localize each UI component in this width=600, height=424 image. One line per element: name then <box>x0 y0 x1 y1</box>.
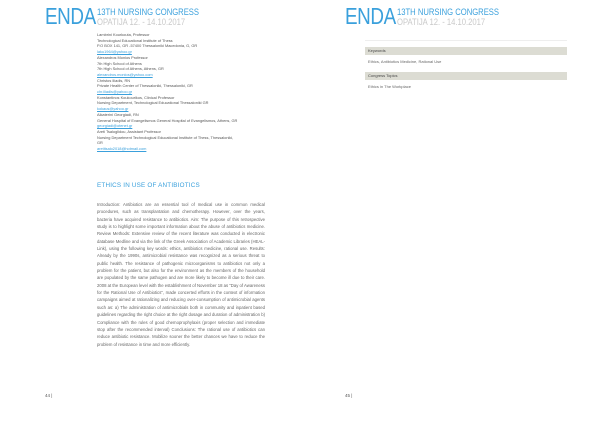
author-line: Alexandros Monios Professor <box>97 54 148 60</box>
author-list <box>97 32 272 152</box>
author-line: Private Health Center of Thessaloniki, Thessaloniki, GR <box>97 83 193 89</box>
divider <box>365 40 567 41</box>
author-email-link[interactable]: chr.iliadis@yahoo.gr <box>97 89 133 95</box>
author-line: 7th High School of Athens <box>97 60 142 66</box>
right-page <box>300 0 600 424</box>
keywords-label: Keywords <box>365 47 567 55</box>
author-line: General Hospital of Evangelismos General Hospital of Evangelismos, Athens, GR <box>97 117 238 123</box>
author-line: Technological Educational Institute of Thess <box>97 37 173 43</box>
author-line: GR <box>97 140 103 146</box>
congress-title: 13TH NURSING CONGRESS <box>97 7 200 17</box>
author-line: 7th High School of Athens, Athens, GR <box>97 66 164 72</box>
author-line: Aikaterini Georgiadi, RN <box>97 111 139 117</box>
congress-dates: OPATIJA 12. - 14.10.2017 <box>397 17 486 27</box>
author-line: P.O BOX 141, GR -57400 Thessaloniki Macedonia, G, GR <box>97 43 198 49</box>
author-email-link[interactable]: laku1964@yahoo.gr <box>97 49 132 55</box>
author-email-link[interactable]: alexandros.monios@yahoo.com <box>97 71 153 77</box>
page-number: 44 | <box>45 393 53 398</box>
keywords-section <box>365 47 567 97</box>
logo-enda: ENDA <box>45 3 96 29</box>
abstract-text: Introduction: Antibiotics are an essential tool of medical use in common medical procedures, such as transplantation and chemotherapy. However, over the years, bacteria have acquired resistance to antibiotics. Aim: The purpose of this retrospective study is to highlight some important information about the abuse of antibiotics medicine. Review Methods: Extensive review of the recent literature was conducted in electronic database Medline and via the link of the Greek Association of Academic Libraries (HEAL-Link), using the following key words: ethics, antibiotics medicine, rational use. Results: Already by the 1990s, antimicrobial resistance was recognized as a serious threat to public health. The resistance of pathogenic microorganisms to antibiotics not only a problem for the patient, but also for the environment as the members of the household are populated by the same pathogen and are more likely to become ill due to their care. 2008 at the European level with the establishment of November 18 as "Day of Awareness for the Rational Use of Antibiotics", made concerted efforts in the context of information campaigns aimed at rationalizing and reducing over-consumption of antimicrobial agents such as: a) The administration of antimicrobials both in community and inpatient based guidelines regarding the right choice at the right dosage and duration of administration b) Compliance with the rules of good chemoprophylaxis (proper selection and immediate stop after the recommended interval) Conclusions: The rational use of antibiotics can reduce antibiotic resistance. Mobilize sooner the better chances we have to reduce the problem of resistance in time and more efficiently. <box>97 202 265 347</box>
page-number: 45 | <box>345 393 353 398</box>
author-line: Lambrini Kourkouta, Professor <box>97 32 150 37</box>
author-email-link[interactable]: georgiadi@otenet.gr <box>97 123 133 129</box>
author-line: Christos Iliadis, RN <box>97 77 131 83</box>
author-email-link[interactable]: aretitsalo2018@hotmail.com <box>97 146 147 152</box>
author-line: Nursing Department Technological Educational Institute of Thess, Thessaloniki, <box>97 134 234 140</box>
keywords-value: Ethics, Antibiotics Medicine, Rational Use <box>368 59 442 64</box>
article-title: ETHICS IN USE OF ANTIBIOTICS <box>97 182 200 189</box>
topics-label: Congress Topics <box>365 72 567 80</box>
author-line: Nursing Department, Technological Educational Thessaloniki GR <box>97 100 209 106</box>
topics-value: Ethics in The Workplace <box>368 84 411 89</box>
congress-dates: OPATIJA 12. - 14.10.2017 <box>97 17 186 27</box>
logo-enda: ENDA <box>345 3 396 29</box>
author-line: Areti Tsaloglidou, Assistant Professor <box>97 128 161 134</box>
author-line: Konstantinos Koukourikos, Clinical Professor <box>97 94 175 100</box>
congress-title: 13TH NURSING CONGRESS <box>397 7 500 17</box>
author-email-link[interactable]: kokaus@yahoo.gr <box>97 106 129 112</box>
